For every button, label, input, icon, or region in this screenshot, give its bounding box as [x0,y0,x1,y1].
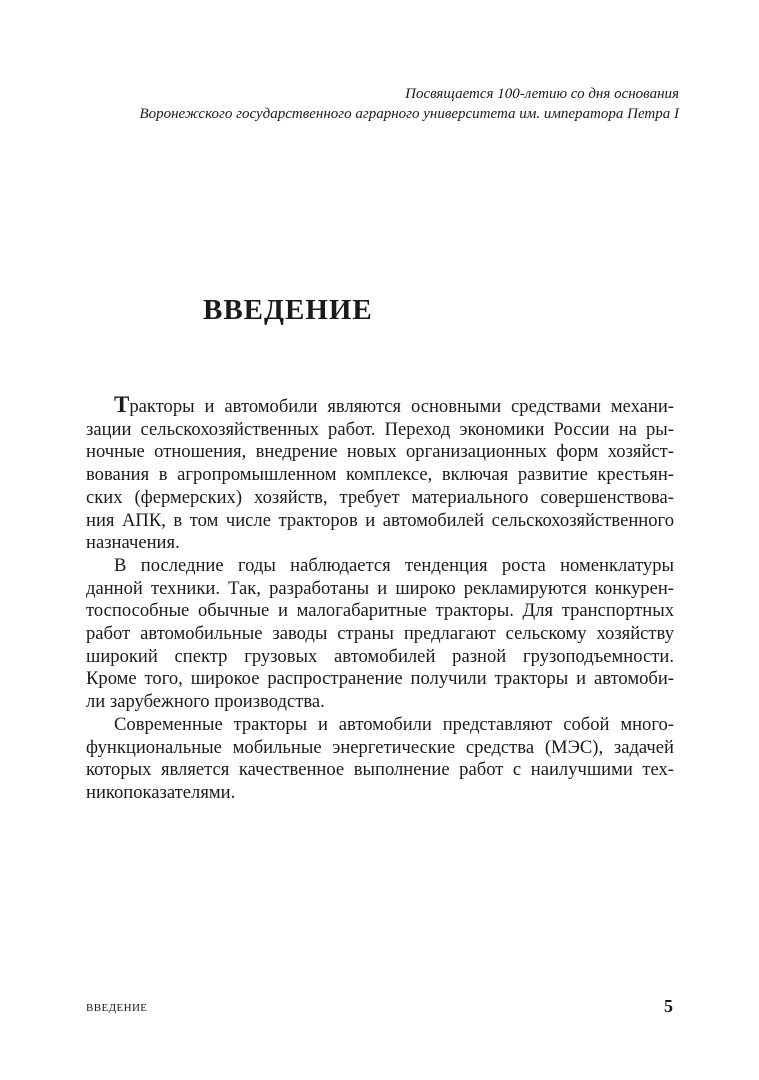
paragraph-1 [86,394,674,555]
text-line: никопоказателями. [86,781,236,803]
text-line: данной техники. Так, разработаны и широко рекламируются конкурен- [86,577,674,599]
text-line: которых является качественное выполнение работ с наилучшими тех- [86,759,674,781]
drop-cap: Т [114,392,130,417]
text-line: ли зарубежного производства. [86,691,325,713]
text-line: ских (фермерских) хозяйств, требует материального совершенствова- [86,486,674,508]
paragraph-3 [86,714,674,805]
dedication-line-1: Посвящается 100-летию со дня основания [405,86,679,102]
text-line [86,394,674,419]
text-line: В последние годы наблюдается тенденция роста номенклатуры [114,554,674,576]
body-text [86,394,674,805]
text-line: работ автомобильные заводы страны предлагают сельскому хозяйству [86,623,674,645]
text-line: ночные отношения, внедрение новых организационных форм хозяйст- [86,441,674,463]
paragraph-2 [86,555,674,714]
page-title: ВВЕДЕНИЕ [203,294,373,326]
text-line: Кроме того, широкое распространение получили тракторы и автомоби- [86,668,674,690]
text-line: Современные тракторы и автомобили представляют собой много- [114,713,674,735]
text-line: тоспособные обычные и малогабаритные тракторы. Для транспортных [86,600,674,622]
text-line: зации сельскохозяйственных работ. Переход экономики России на ры- [86,418,674,440]
text-line: широкий спектр грузовых автомобилей разной грузоподъемности. [86,645,674,667]
text-line: вования в агропромышленном комплексе, включая развитие крестьян- [86,464,674,486]
dedication [139,84,679,124]
text-line: назначения. [86,532,180,554]
dedication-line-2: Воронежского государственного аграрного университета им. императора Петра I [139,106,679,122]
text-line-content: ракторы и автомобили являются основными средствами механи- [129,396,674,417]
page-number: 5 [664,996,673,1016]
text-line: функциональные мобильные энергетические средства (МЭС), задачей [86,736,674,758]
text-line: ния АПК, в том числе тракторов и автомобилей сельскохозяйственного [86,509,674,531]
running-title: ВВЕДЕНИЕ [86,1002,148,1014]
